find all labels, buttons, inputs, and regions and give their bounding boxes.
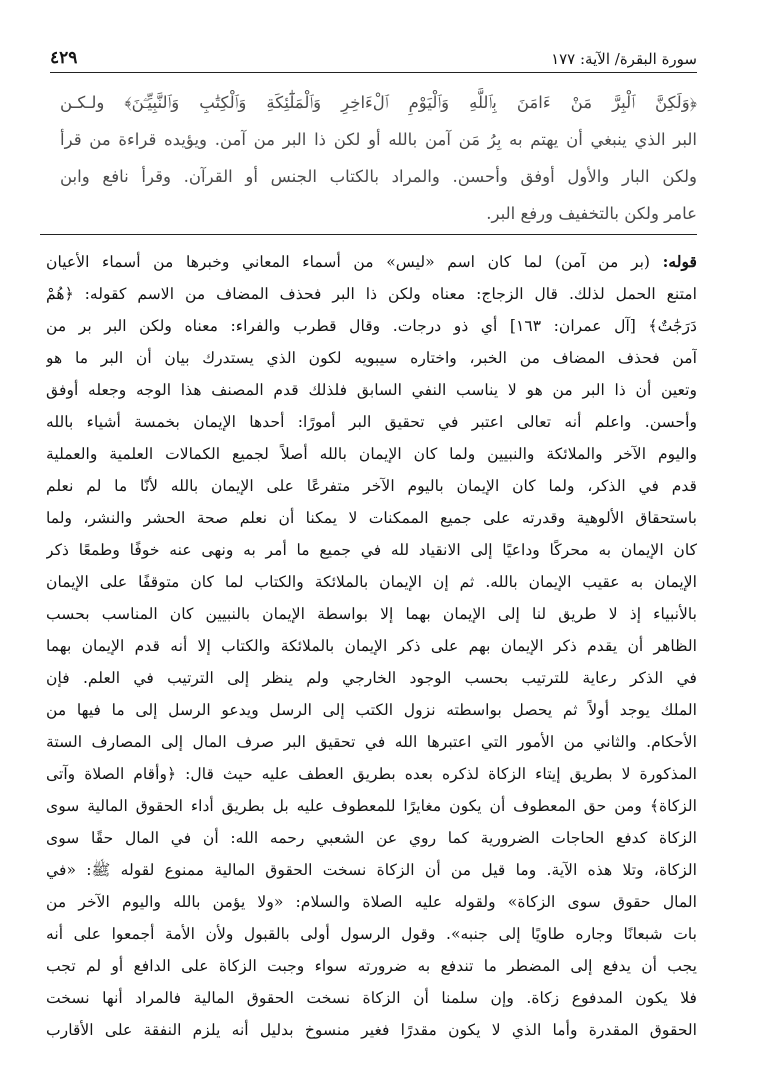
commentary-line: بالأنبياء إذ لا طريق لنا إلى الإيمان بهما إلا بواسطة الإيمان بالنبيين كان المناسب بحسب	[46, 605, 697, 623]
commentary-block	[46, 246, 697, 1046]
commentary-line: واليوم الآخر والملائكة والنبيين ولما كان الإيمان بالله أصلاً لجميع الكمالات العلمية والعملية	[46, 445, 697, 463]
commentary-line	[46, 246, 697, 278]
commentary-line: الأحكام. والثاني من الأمور التي اعتبرها الله في تحقيق البر صرف المال إلى المصارف الستة	[46, 733, 697, 751]
commentary-line: في الذكر رعاية للترتيب بحسب الوجود الخارجي ولم ينظر إلى الترتيب في العلم. فإن	[46, 669, 697, 687]
commentary-line: آمن فحذف المضاف من الخبر، واختاره سيبويه لكون الذي يستدرك بيان أن البر ما هو	[46, 349, 697, 367]
commentary-line: يجب أن يدفع إلى المضطر ما تندفع به ضرورته سواء وجبت الزكاة على الدافع أو لم تجب	[46, 957, 697, 975]
commentary-line-text: (بر من آمن) لما كان اسم «ليس» من أسماء المعاني وخبرها من أسماء الأعيان	[46, 253, 650, 271]
page-header	[50, 42, 697, 73]
commentary-line: المال حقوق سوى الزكاة» ولقوله عليه الصلاة والسلام: «ولا يؤمن بالله واليوم الآخر من	[46, 893, 697, 911]
commentary-line: الظاهر أن يقدم ذكر الإيمان بهم على ذكر الإيمان بالملائكة والكتاب إلا أنه قدم الإيمان بهما	[46, 637, 697, 655]
commentary-line: الحقوق المقدرة وأما الذي لا يكون مقدرًا فغير منسوخ بدليل أنه يلزم النفقة على الأقارب	[46, 1021, 697, 1039]
commentary-line: وأحسن. واعلم أنه تعالى اعتبر في تحقيق البر أمورًا: أحدها الإيمان بخمسة أشياء بالله	[46, 413, 697, 431]
commentary-line: دَرَجَٰتٌ﴾ [آل عمران: ١٦٣] أي ذو درجات. وقال قطرب والفراء: معناه ولكن البر بر من	[46, 317, 697, 335]
verse-tafsir-block	[60, 84, 697, 232]
commentary-line: فلا يكون المدفوع زكاة. وإن سلمنا أن الزكاة نسخت الحقوق المالية فالمراد أنها نسخت	[46, 989, 697, 1007]
commentary-line: الزكاة كدفع الحاجات الضرورية كما روي عن الشعبي رحمه الله: أن في المال حقًا سوى	[46, 829, 697, 847]
page-number: ٤٢٩	[50, 48, 78, 68]
verse-line: ﴿وَلَكِنَّ ٱلْبِرَّ مَنْ ءَامَنَ بِٱللَّهِ وَٱلْيَوْمِ ٱلْءَاخِرِ وَٱلْمَلَٰٓئِكَةِ وَٱلْكِتَٰبِ وَٱلنَّبِيِّـۧنَ﴾ ولـكـن	[60, 93, 697, 112]
tafsir-line: البر الذي ينبغي أن يهتم به بِرُ مَن آمن بالله أو لكن ذا البر من آمن. ويؤيده قراءة من قرأ	[60, 130, 697, 149]
commentary-line: المذكورة لا بطريق إيتاء الزكاة لذكره بعده بطريق العطف عليه حيث قال: ﴿وأقام الصلاة وآتى	[46, 765, 697, 783]
commentary-line: امتنع الحمل لذلك. قال الزجاج: معناه ولكن ذا البر فحذف المضاف من الاسم كقوله: ﴿هُمْ	[46, 285, 697, 303]
running-title: سورة البقرة/ الآية: ١٧٧	[551, 50, 697, 68]
section-divider	[40, 234, 697, 235]
commentary-line: وتعين أن ذا البر من هو لا يناسب النفي السابق فلذلك قدم المصنف هذا الوجه وجعله أوفق	[46, 381, 697, 399]
commentary-line: بات شبعانًا وجاره طاويًا إلى جنبه». وقول الرسول أولى بالقبول ولأن الأمة أجمعوا على أنه	[46, 925, 697, 943]
commentary-line: الزكاة﴾ ومن حق المعطوف أن يكون مغايرًا للمعطوف عليه بل بطريق أداء الحقوق المالية سوى	[46, 797, 697, 815]
tafsir-line: ولكن البار والأول أوفق وأحسن. والمراد بالكتاب الجنس أو القرآن. وقرأ نافع وابن	[60, 167, 697, 186]
commentary-lead-word: قوله:	[662, 252, 697, 271]
commentary-line: الزكاة، وتلا هذه الآية. وما قيل من أن الزكاة نسخت الحقوق المالية ممنوع لقوله ﷺ: «في	[46, 861, 697, 879]
commentary-line: كان الإيمان به محركًا وداعيًا إلى الانقياد لله في جميع ما أمر به ونهى عنه خوفًا وطمعًا ذكر	[46, 541, 697, 559]
tafsir-line: عامر ولكن بالتخفيف ورفع البر.	[486, 204, 697, 223]
commentary-line: الإيمان به عقيب الإيمان بالله. ثم إن الإيمان بالملائكة والكتاب لما كان متوقفًا على الإيمان	[46, 573, 697, 591]
commentary-line: باستحقاق الألوهية وقدرته على جميع الممكنات لا يمكنا أن نعلم صحة الحشر والنشر، ولما	[46, 509, 697, 527]
commentary-line: الملك يوجد أولاً ثم يحصل بواسطته نزول الكتب إلى الرسل ويدعو الرسل إلى ما فيها من	[46, 701, 697, 719]
commentary-line: قدم في الذكر، ولما كان الإيمان باليوم الآخر متفرعًا على الإيمان بالله لأنّا ما لم نعلم	[46, 477, 697, 495]
